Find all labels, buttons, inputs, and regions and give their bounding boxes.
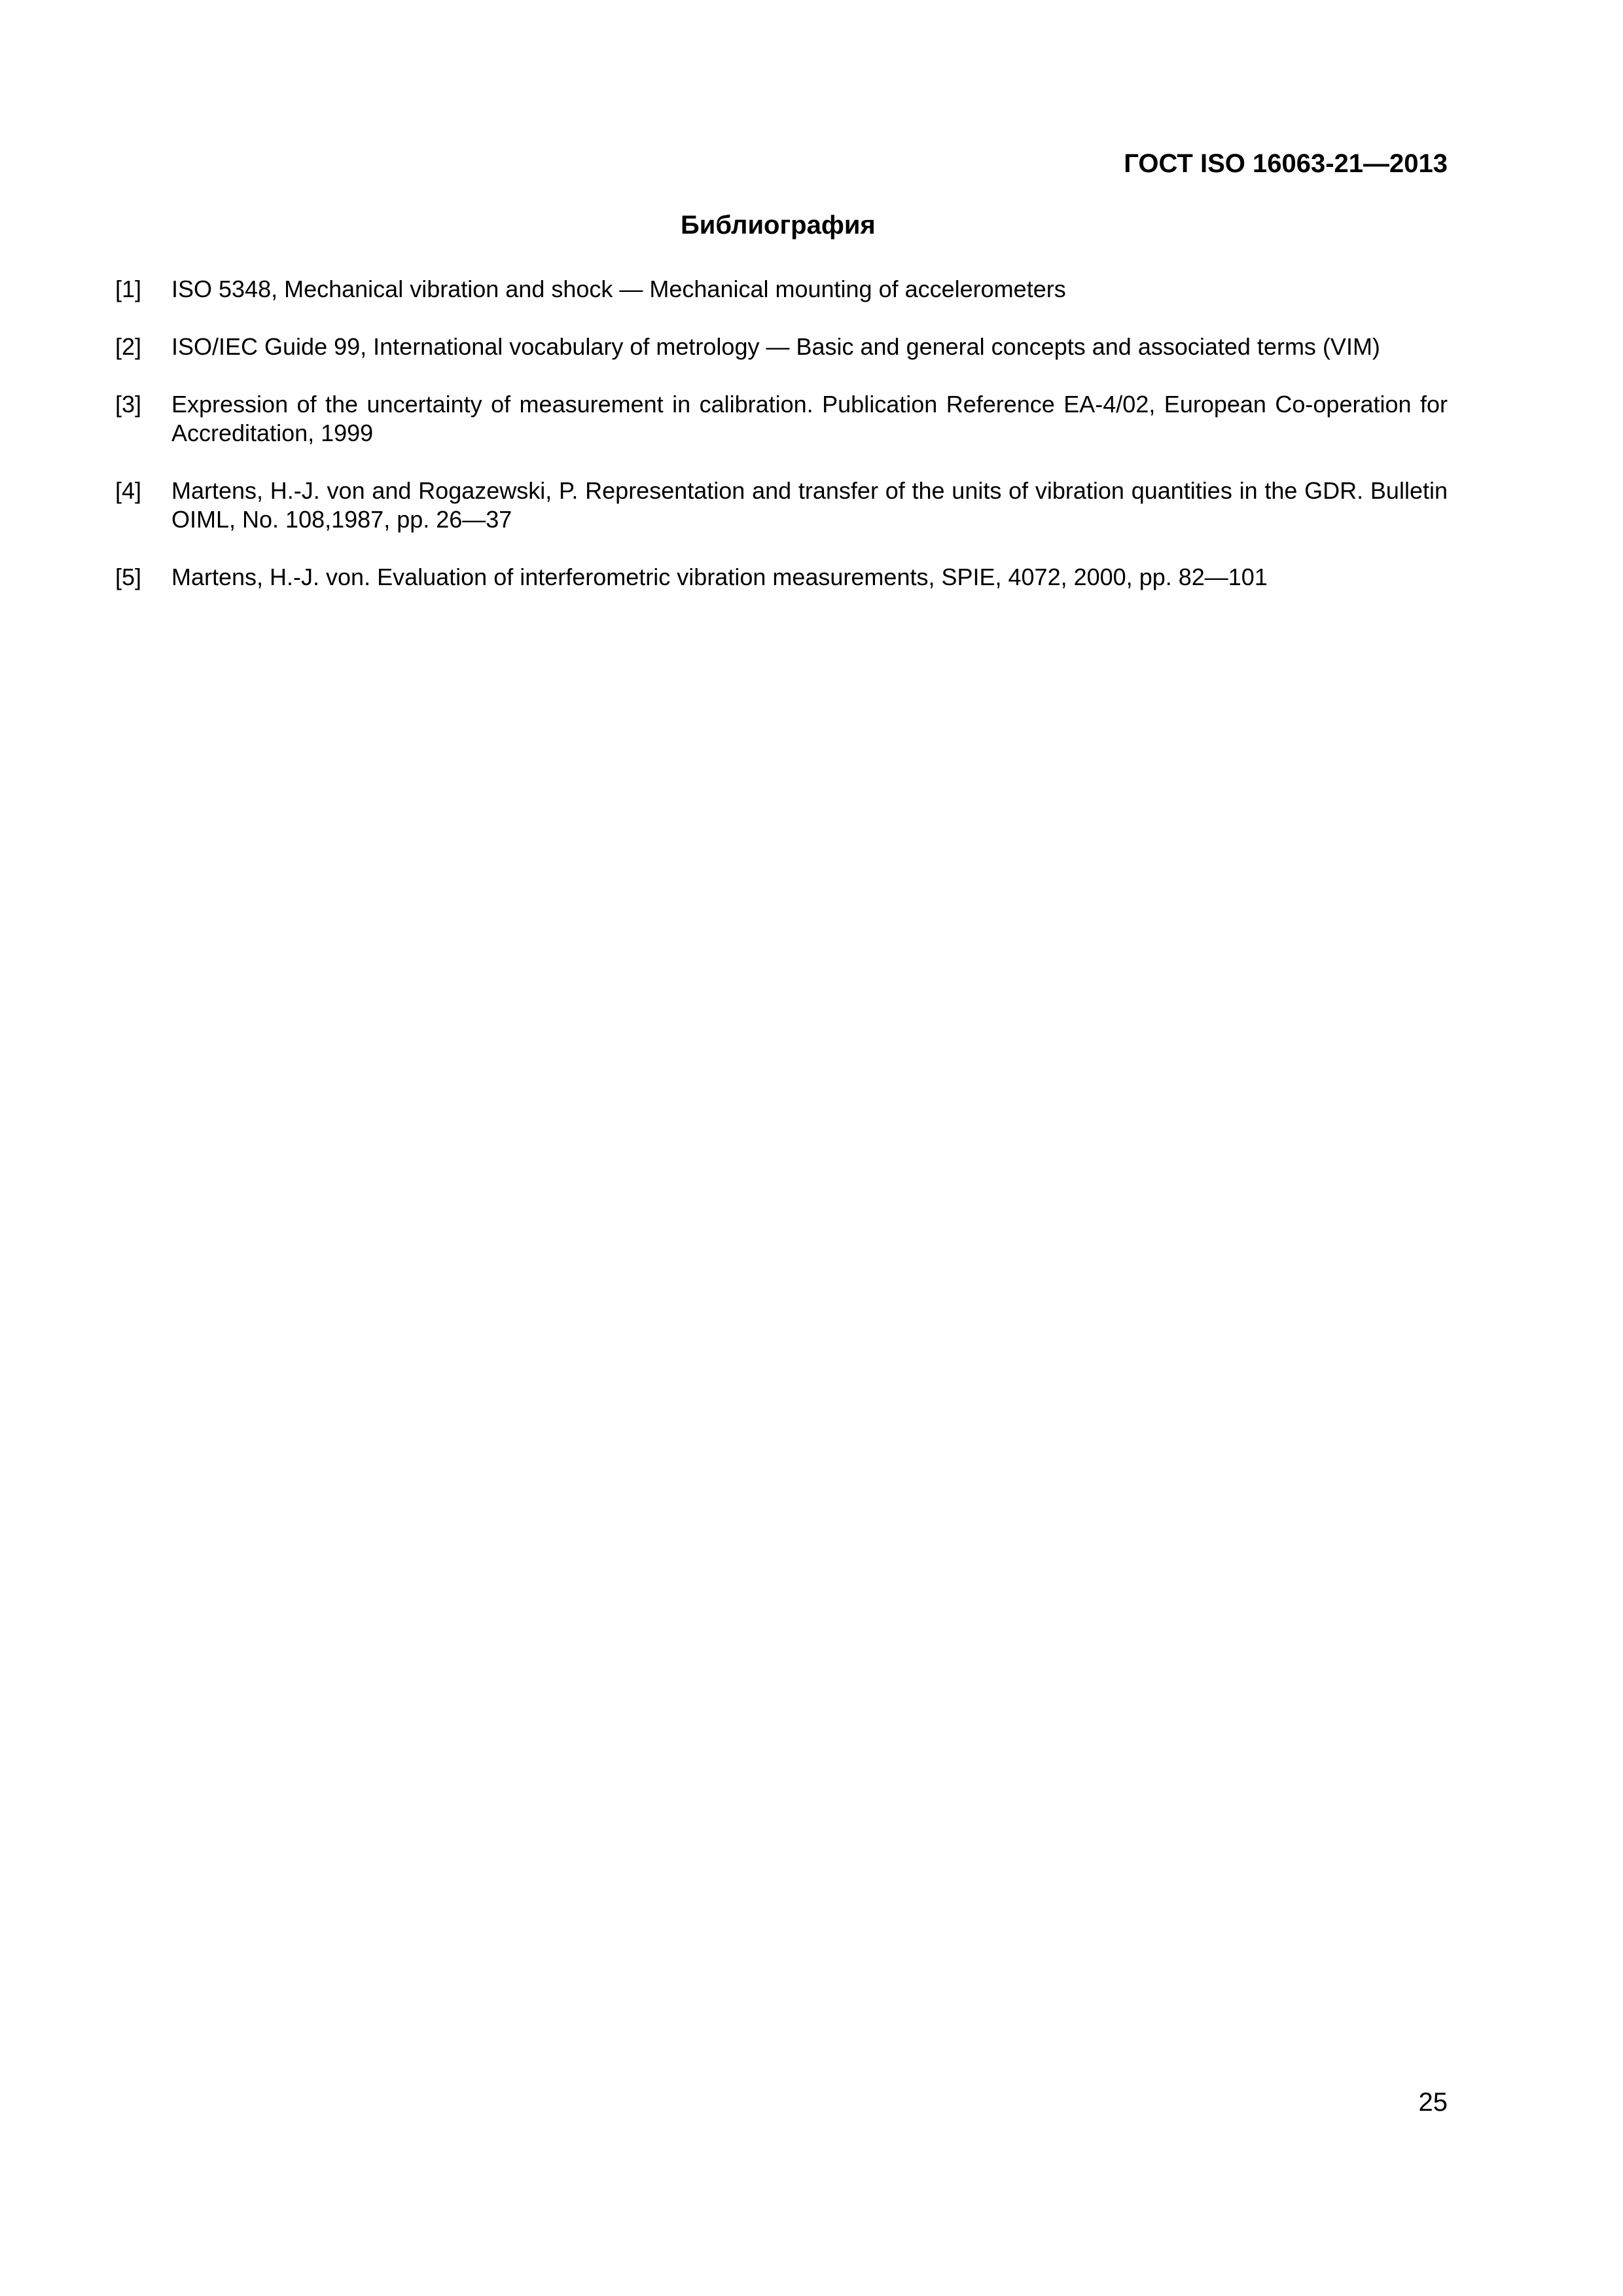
- standard-code-header: ГОСТ ISO 16063-21—2013: [1124, 149, 1448, 178]
- bibliography-item: [115, 275, 1448, 304]
- bibliography-item: [115, 390, 1448, 448]
- reference-text: ISO 5348, Mechanical vibration and shock — Mechanical mounting of accelerometers: [171, 276, 1066, 302]
- reference-number: [4]: [115, 477, 142, 504]
- bibliography-item: [115, 476, 1448, 534]
- page-number: 25: [1418, 2088, 1448, 2117]
- reference-text: Expression of the uncertainty of measurement in calibration. Publication Reference EA-4/02, European Co-operation for Accreditation, 1999: [171, 391, 1448, 446]
- reference-number: [1]: [115, 276, 142, 302]
- reference-number: [5]: [115, 564, 142, 590]
- bibliography-list: [115, 275, 1448, 620]
- reference-text: ISO/IEC Guide 99, International vocabulary of metrology — Basic and general concepts and associated terms (VIM): [171, 333, 1380, 360]
- reference-number: [2]: [115, 333, 142, 360]
- bibliography-item: [115, 563, 1448, 592]
- reference-text: Martens, H.-J. von and Rogazewski, P. Representation and transfer of the units of vibration quantities in the GDR. Bulletin OIML, No. 108,1987, pp. 26—37: [171, 477, 1448, 533]
- reference-number: [3]: [115, 391, 142, 418]
- reference-text: Martens, H.-J. von. Evaluation of interferometric vibration measurements, SPIE, 4072, 2000, pp. 82—101: [171, 564, 1268, 590]
- bibliography-title: Библиография: [681, 211, 876, 240]
- bibliography-item: [115, 332, 1448, 361]
